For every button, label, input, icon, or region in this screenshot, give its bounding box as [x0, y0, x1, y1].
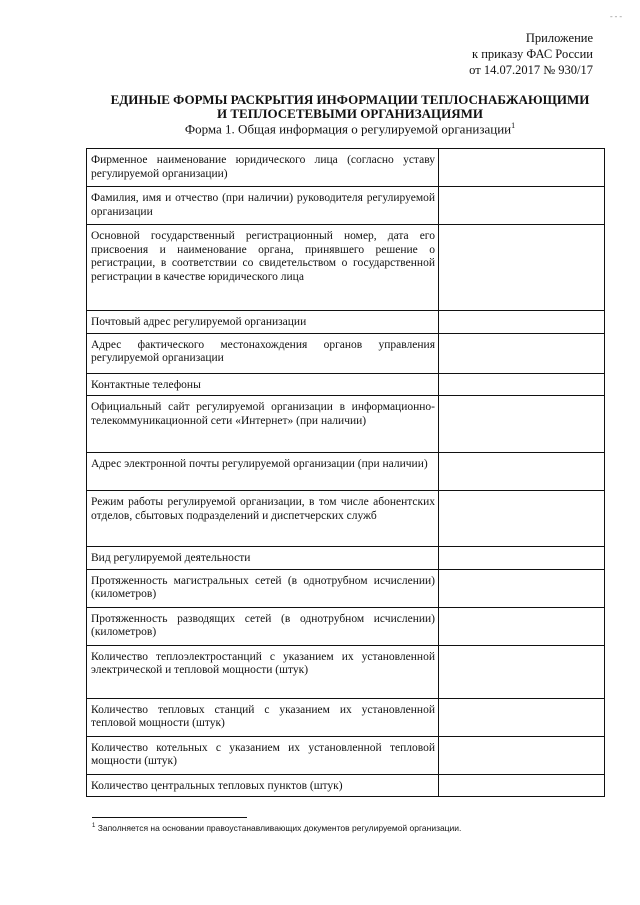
row-value-cell[interactable]	[439, 491, 605, 547]
row-value-cell[interactable]	[439, 569, 605, 607]
row-value-cell[interactable]	[439, 774, 605, 797]
row-value-cell[interactable]	[439, 645, 605, 698]
row-label: Количество центральных тепловых пунктов (штук)	[87, 774, 439, 797]
row-label: Адрес электронной почты регулируемой организации (при наличии)	[87, 453, 439, 491]
row-label: Количество котельных с указанием их установленной тепловой мощности (штук)	[87, 736, 439, 774]
table-row	[87, 333, 605, 373]
row-value-cell[interactable]	[439, 453, 605, 491]
row-value-cell[interactable]	[439, 547, 605, 570]
row-label: Фамилия, имя и отчество (при наличии) руководителя регулируемой организации	[87, 187, 439, 225]
subtitle-footnote-ref: 1	[511, 121, 516, 130]
row-value-cell[interactable]	[439, 225, 605, 311]
row-value-cell[interactable]	[439, 396, 605, 453]
row-label: Контактные телефоны	[87, 373, 439, 396]
table-row	[87, 396, 605, 453]
row-label: Количество теплоэлектростанций с указанием их установленной электрической и тепловой мощности (штук)	[87, 645, 439, 698]
table-row	[87, 187, 605, 225]
info-table	[86, 148, 605, 797]
subtitle-text: Форма 1. Общая информация о регулируемой организации	[184, 121, 512, 137]
row-label: Адрес фактического местонахождения органов управления регулируемой организации	[87, 333, 439, 373]
corner-mark: - - -	[610, 12, 622, 21]
table-row	[87, 491, 605, 547]
form-subtitle	[60, 121, 640, 137]
row-value-cell[interactable]	[439, 311, 605, 334]
row-label: Количество тепловых станций с указанием их установленной тепловой мощности (штук)	[87, 698, 439, 736]
title-line-2: И ТЕПЛОСЕТЕВЫМИ ОРГАНИЗАЦИЯМИ	[216, 106, 483, 121]
row-label: Официальный сайт регулируемой организации в информационно-телекоммуникационной сети «Интернет» (при наличии)	[87, 396, 439, 453]
row-value-cell[interactable]	[439, 187, 605, 225]
row-value-cell[interactable]	[439, 698, 605, 736]
row-label: Основной государственный регистрационный номер, дата его присвоения и наименование органа, принявшего решение о регистрации, в соответствии со свидетельством о государственной регистрации в качестве юридического лица	[87, 225, 439, 311]
footnote	[92, 823, 461, 833]
table-row	[87, 149, 605, 187]
row-value-cell[interactable]	[439, 607, 605, 645]
table-row	[87, 736, 605, 774]
appendix-line-2: к приказу ФАС России	[472, 47, 593, 61]
table-row	[87, 645, 605, 698]
row-label: Режим работы регулируемой организации, в том числе абонентских отделов, сбытовых подразделений и диспетчерских служб	[87, 491, 439, 547]
table-row	[87, 607, 605, 645]
table-row	[87, 569, 605, 607]
title-line-1: ЕДИНЫЕ ФОРМЫ РАСКРЫТИЯ ИНФОРМАЦИИ ТЕПЛОСНАБЖАЮЩИМИ	[110, 92, 590, 107]
row-value-cell[interactable]	[439, 333, 605, 373]
row-label: Протяженность магистральных сетей (в однотрубном исчислении) (километров)	[87, 569, 439, 607]
table-row	[87, 774, 605, 797]
footnote-text: Заполняется на основании правоустанавливающих документов регулируемой организации.	[97, 823, 462, 833]
table-row	[87, 698, 605, 736]
table-row	[87, 311, 605, 334]
row-value-cell[interactable]	[439, 149, 605, 187]
table-row	[87, 225, 605, 311]
footnote-divider	[92, 817, 247, 818]
row-label: Фирменное наименование юридического лица (согласно уставу регулируемой организации)	[87, 149, 439, 187]
row-label: Протяженность разводящих сетей (в однотрубном исчислении) (километров)	[87, 607, 439, 645]
appendix-block	[469, 30, 593, 78]
table-row	[87, 453, 605, 491]
row-label: Почтовый адрес регулируемой организации	[87, 311, 439, 334]
table-row	[87, 547, 605, 570]
row-label: Вид регулируемой деятельности	[87, 547, 439, 570]
row-value-cell[interactable]	[439, 373, 605, 396]
footnote-ref: 1	[92, 823, 96, 830]
appendix-line-3: от 14.07.2017 № 930/17	[469, 63, 593, 77]
document-title	[60, 93, 640, 121]
row-value-cell[interactable]	[439, 736, 605, 774]
appendix-line-1: Приложение	[525, 31, 593, 45]
table-row	[87, 373, 605, 396]
